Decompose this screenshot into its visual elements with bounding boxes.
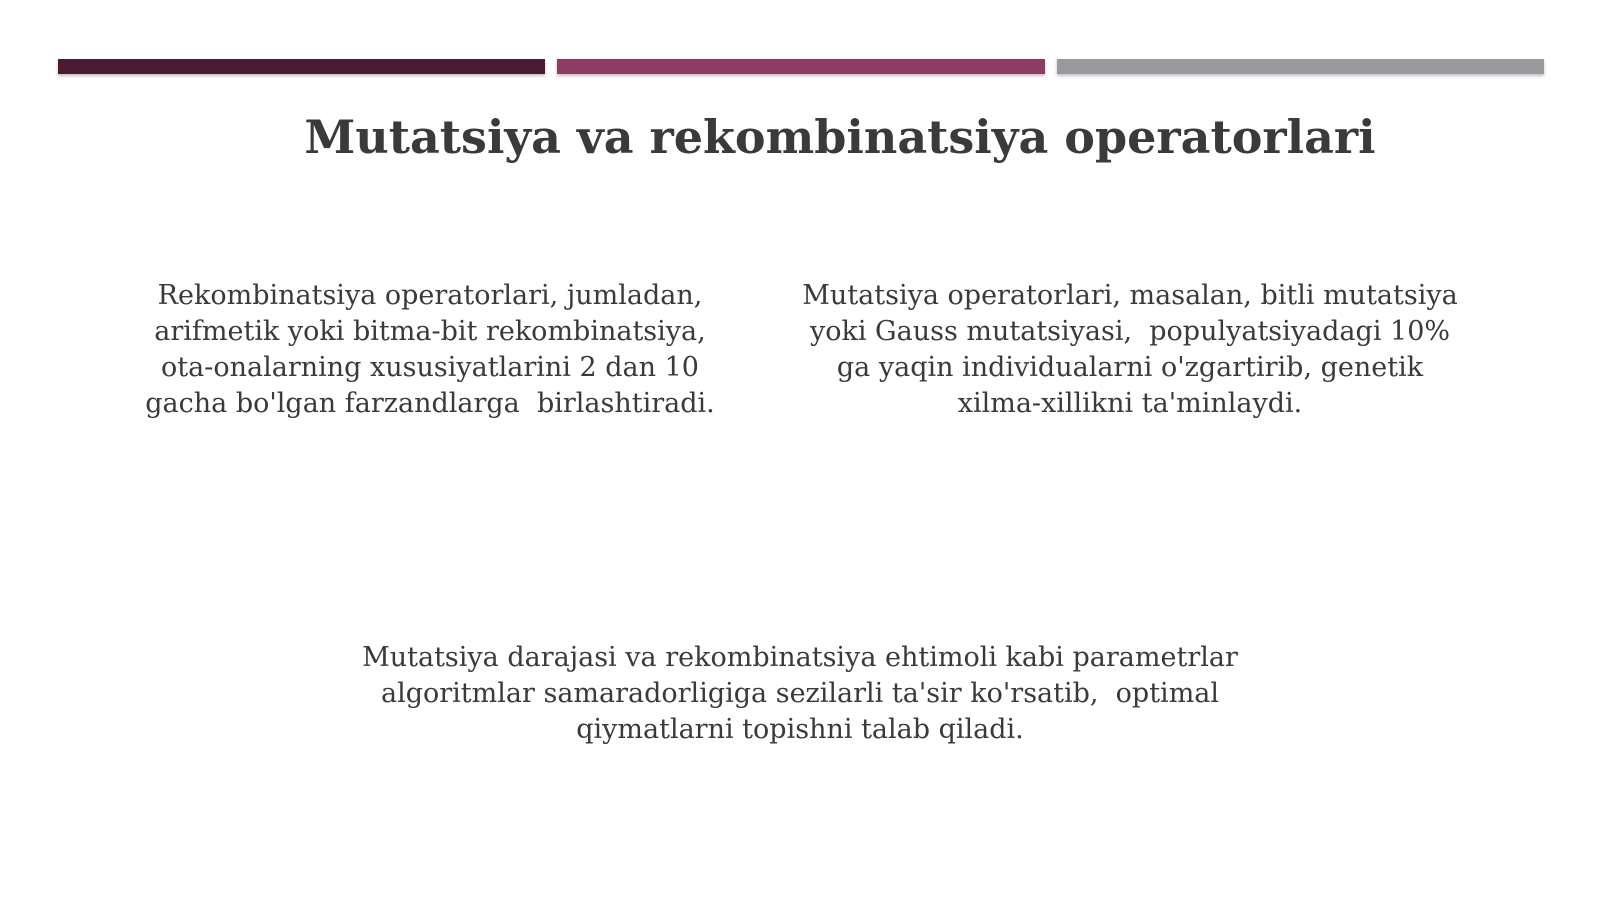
paragraph-line: qiymatlarni topishni talab qiladi. <box>576 714 1024 745</box>
paragraph-line: xilma-xillikni ta'minlaydi. <box>957 388 1303 419</box>
header-accent-bars <box>58 59 1544 74</box>
accent-bar-dark <box>58 59 545 74</box>
paragraph-line: ota-onalarning xususiyatlarini 2 dan 10 <box>161 352 699 383</box>
paragraph-line: arifmetik yoki bitma-bit rekombinatsiya, <box>154 316 706 347</box>
paragraph-line: ga yaqin individualarni o'zgartirib, genetik <box>836 352 1424 383</box>
parameters-paragraph <box>300 640 1300 748</box>
paragraph-line: algoritmlar samaradorligiga sezilarli ta'sir ko'rsatib, optimal <box>380 678 1220 709</box>
accent-bar-gray <box>1057 59 1544 74</box>
paragraph-line: yoki Gauss mutatsiyasi, populyatsiyadagi 10% <box>809 316 1451 347</box>
paragraph-line: Rekombinatsiya operatorlari, jumladan, <box>157 280 703 311</box>
recombination-paragraph <box>110 278 750 422</box>
paragraph-line: Mutatsiya darajasi va rekombinatsiya ehtimoli kabi parametrlar <box>362 642 1238 673</box>
accent-bar-magenta <box>557 59 1044 74</box>
slide-title: Mutatsiya va rekombinatsiya operatorlari <box>304 110 1376 164</box>
paragraph-line: gacha bo'lgan farzandlarga birlashtiradi. <box>145 388 715 419</box>
paragraph-line: Mutatsiya operatorlari, masalan, bitli mutatsiya <box>802 280 1458 311</box>
mutation-paragraph <box>790 278 1470 422</box>
